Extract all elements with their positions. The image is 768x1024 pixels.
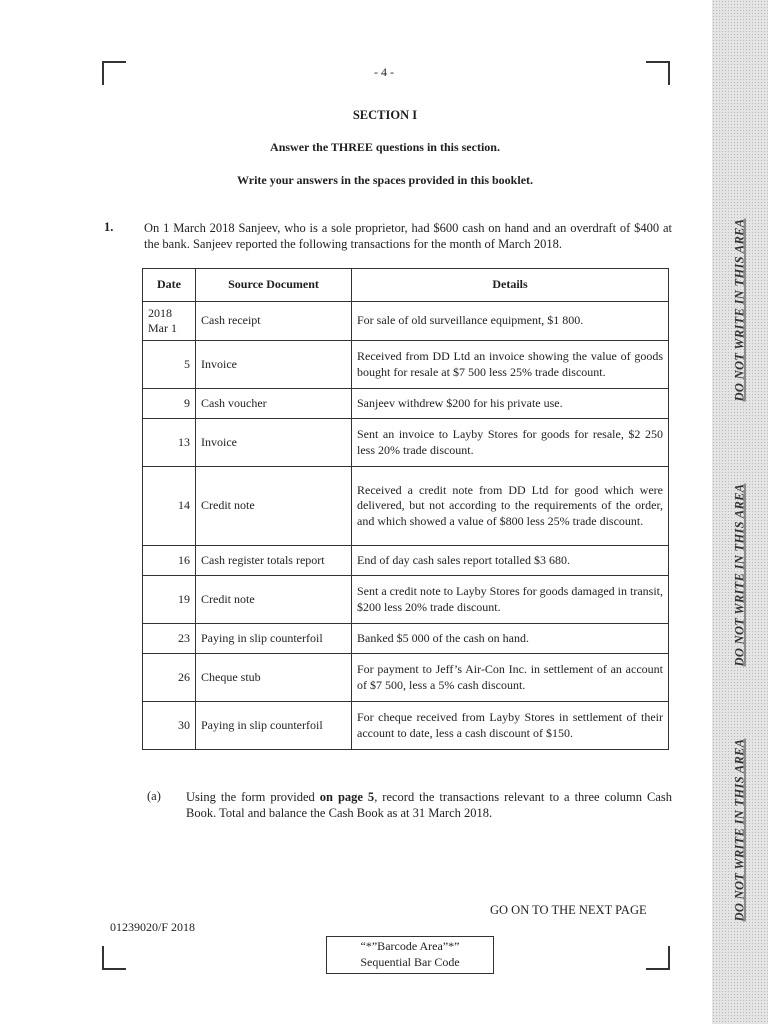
table-row xyxy=(143,341,669,389)
header-date: Date xyxy=(143,269,196,302)
table-row xyxy=(143,702,669,750)
details-cell: Sanjeev withdrew $200 for his private use. xyxy=(352,389,669,419)
date-cell: 13 xyxy=(143,419,196,467)
margin-strip xyxy=(712,0,768,1024)
details-cell: Received from DD Ltd an invoice showing the value of goods bought for resale at $7 500 less 25% trade discount. xyxy=(352,341,669,389)
corner-mark-bottom-right xyxy=(646,946,670,970)
details-cell: For sale of old surveillance equipment, $1 800. xyxy=(352,302,669,341)
table-row xyxy=(143,576,669,624)
question-number: 1. xyxy=(104,220,114,234)
side-warning-middle: DO NOT WRITE IN THIS AREA xyxy=(732,483,747,667)
section-title: SECTION I xyxy=(352,108,418,122)
source-cell: Cash receipt xyxy=(196,302,352,341)
source-cell: Credit note xyxy=(196,576,352,624)
details-cell: Banked $5 000 of the cash on hand. xyxy=(352,624,669,654)
source-cell: Paying in slip counterfoil xyxy=(196,624,352,654)
details-cell: Sent a credit note to Layby Stores for goods damaged in transit, $200 less 20% trade discount. xyxy=(352,576,669,624)
table-row xyxy=(143,302,669,341)
date-cell: 30 xyxy=(143,702,196,750)
question-intro: On 1 March 2018 Sanjeev, who is a sole proprietor, had $600 cash on hand and an overdraft of $400 at the bank. Sanjeev reported the following transactions for the month of March 2018. xyxy=(144,221,672,251)
details-cell: Sent an invoice to Layby Stores for goods for resale, $2 250 less 20% trade discount. xyxy=(352,419,669,467)
table-row xyxy=(143,389,669,419)
details-cell: Received a credit note from DD Ltd for good which were delivered, but not according to the requirements of the order, and which showed a value of $800 less 25% trade discount. xyxy=(352,467,669,546)
table-header-row xyxy=(143,269,669,302)
part-a-label: (a) xyxy=(147,789,161,803)
date-cell: 19 xyxy=(143,576,196,624)
corner-mark-bottom-left xyxy=(102,946,126,970)
source-cell: Paying in slip counterfoil xyxy=(196,702,352,750)
instruction-line-1: Answer the THREE questions in this section. xyxy=(270,140,500,154)
date-cell: 5 xyxy=(143,341,196,389)
header-source-document: Source Document xyxy=(196,269,352,302)
date-cell: 14 xyxy=(143,467,196,546)
side-warning-top: DO NOT WRITE IN THIS AREA xyxy=(732,218,747,402)
date-cell: 9 xyxy=(143,389,196,419)
go-on-notice: GO ON TO THE NEXT PAGE xyxy=(490,903,647,917)
source-cell: Cash register totals report xyxy=(196,546,352,576)
date-cell: 2018 Mar 1 xyxy=(143,302,196,341)
header-details: Details xyxy=(352,269,669,302)
paper-code: 01239020/F 2018 xyxy=(110,920,196,934)
source-cell: Invoice xyxy=(196,419,352,467)
table-row xyxy=(143,546,669,576)
date-cell: 23 xyxy=(143,624,196,654)
instruction-line-2: Write your answers in the spaces provided in this booklet. xyxy=(236,173,534,187)
table-row xyxy=(143,624,669,654)
date-cell: 16 xyxy=(143,546,196,576)
table-row xyxy=(143,419,669,467)
date-cell: 26 xyxy=(143,654,196,702)
page-number: - 4 - xyxy=(374,65,394,79)
details-cell: For cheque received from Layby Stores in settlement of their account to date, less a cash discount of $150. xyxy=(352,702,669,750)
table-row xyxy=(143,654,669,702)
source-cell: Cheque stub xyxy=(196,654,352,702)
source-cell: Cash voucher xyxy=(196,389,352,419)
details-cell: For payment to Jeff’s Air-Con Inc. in settlement of an account of $7 500, less a 5% cash discount. xyxy=(352,654,669,702)
details-cell: End of day cash sales report totalled $3 680. xyxy=(352,546,669,576)
part-a-text: Using the form provided on page 5, record the transactions relevant to a three column Cash Book. Total and balance the Cash Book as at 31 March 2018. xyxy=(186,790,672,820)
barcode-line-2: Sequential Bar Code xyxy=(360,955,460,969)
barcode-box xyxy=(326,936,494,974)
source-cell: Credit note xyxy=(196,467,352,546)
transactions-table xyxy=(142,268,669,750)
table-row xyxy=(143,467,669,546)
barcode-line-1: “*”Barcode Area”*” xyxy=(360,939,460,953)
source-cell: Invoice xyxy=(196,341,352,389)
side-warning-bottom: DO NOT WRITE IN THIS AREA xyxy=(732,738,747,922)
